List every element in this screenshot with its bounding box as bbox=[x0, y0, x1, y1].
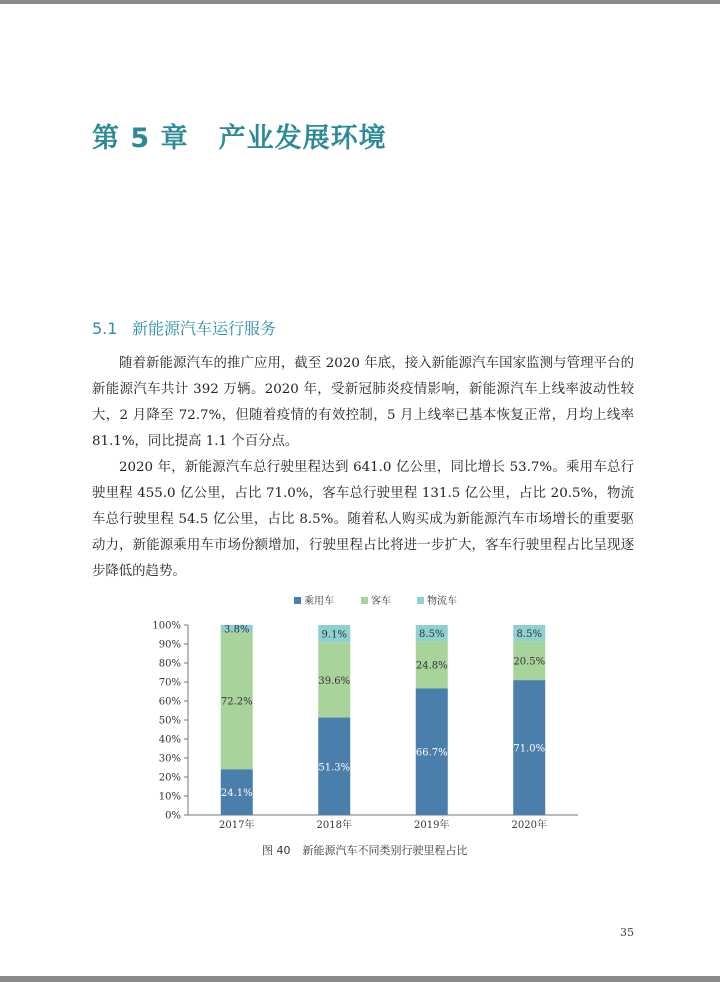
bar-data-label: 20.5% bbox=[513, 656, 546, 668]
y-tick-label: 30% bbox=[158, 753, 181, 765]
paragraph-1: 随着新能源汽车的推广应用，截至 2020 年底，接入新能源汽车国家监测与管理平台的新能源汽车共计 392 万辆。2020 年，受新冠肺炎疫情影响，新能源汽车上线率波动性较大，2 月降至 72.7%，但随着疫情的有效控制，5 月上线率已基本恢复正常，月均上线率 81.1%，同比提高 1.1 个百分点。 bbox=[92, 356, 634, 449]
y-tick-label: 20% bbox=[158, 772, 181, 784]
legend-swatch bbox=[294, 597, 301, 604]
legend-label: 物流车 bbox=[427, 596, 457, 607]
bar-data-label: 24.8% bbox=[415, 660, 448, 672]
page-number: 35 bbox=[620, 926, 634, 939]
bar-data-label: 8.5% bbox=[419, 629, 445, 641]
figure-caption-text: 新能源汽车不同类别行驶里程占比 bbox=[302, 844, 468, 857]
legend-swatch bbox=[417, 597, 424, 604]
x-tick-label: 2019年 bbox=[414, 820, 450, 831]
y-tick-label: 40% bbox=[158, 734, 181, 746]
bar-data-label: 51.3% bbox=[318, 762, 351, 774]
y-tick-label: 80% bbox=[158, 658, 181, 670]
x-tick-label: 2017年 bbox=[219, 820, 255, 831]
legend-label: 乘用车 bbox=[304, 596, 334, 607]
bar-data-label: 8.5% bbox=[516, 629, 542, 641]
bar-data-label: 9.1% bbox=[321, 629, 347, 641]
y-tick-label: 0% bbox=[165, 810, 181, 822]
figure-number: 图 40 bbox=[262, 844, 291, 857]
x-tick-label: 2020年 bbox=[511, 820, 547, 831]
chapter-name: 产业发展环境 bbox=[218, 123, 387, 154]
legend-swatch bbox=[361, 597, 368, 604]
chapter-number: 第 5 章 bbox=[92, 123, 189, 154]
y-tick-label: 90% bbox=[158, 639, 181, 651]
bar-data-label: 71.0% bbox=[513, 743, 546, 755]
paragraph-2: 2020 年，新能源汽车总行驶里程达到 641.0 亿公里，同比增长 53.7%。乘用车总行驶里程 455.0 亿公里，占比 71.0%，客车总行驶里程 131.5 亿公里，占比 20.5%，物流车总行驶里程 54.5 亿公里，占比 8.5%。随着私人购买成为新能源汽车市场增长的重要驱动力，新能源乘用车市场份额增加，行驶里程占比将进一步扩大，客车行驶里程占比呈现逐步降低的趋势。 bbox=[92, 460, 634, 579]
bar-data-label: 24.1% bbox=[220, 788, 253, 800]
y-tick-label: 50% bbox=[158, 715, 181, 727]
y-tick-label: 10% bbox=[158, 791, 181, 803]
y-tick-label: 100% bbox=[152, 620, 181, 632]
x-tick-label: 2018年 bbox=[316, 820, 352, 831]
bar-data-label: 39.6% bbox=[318, 675, 351, 687]
bar-data-label: 66.7% bbox=[415, 747, 448, 759]
y-tick-label: 70% bbox=[158, 677, 181, 689]
bar-data-label: 72.2% bbox=[220, 696, 253, 708]
section-name: 新能源汽车运行服务 bbox=[132, 319, 277, 338]
y-tick-label: 60% bbox=[158, 696, 181, 708]
legend-label: 客车 bbox=[371, 596, 391, 607]
bar-data-label: 3.8% bbox=[224, 624, 250, 636]
section-number: 5.1 bbox=[92, 319, 118, 338]
